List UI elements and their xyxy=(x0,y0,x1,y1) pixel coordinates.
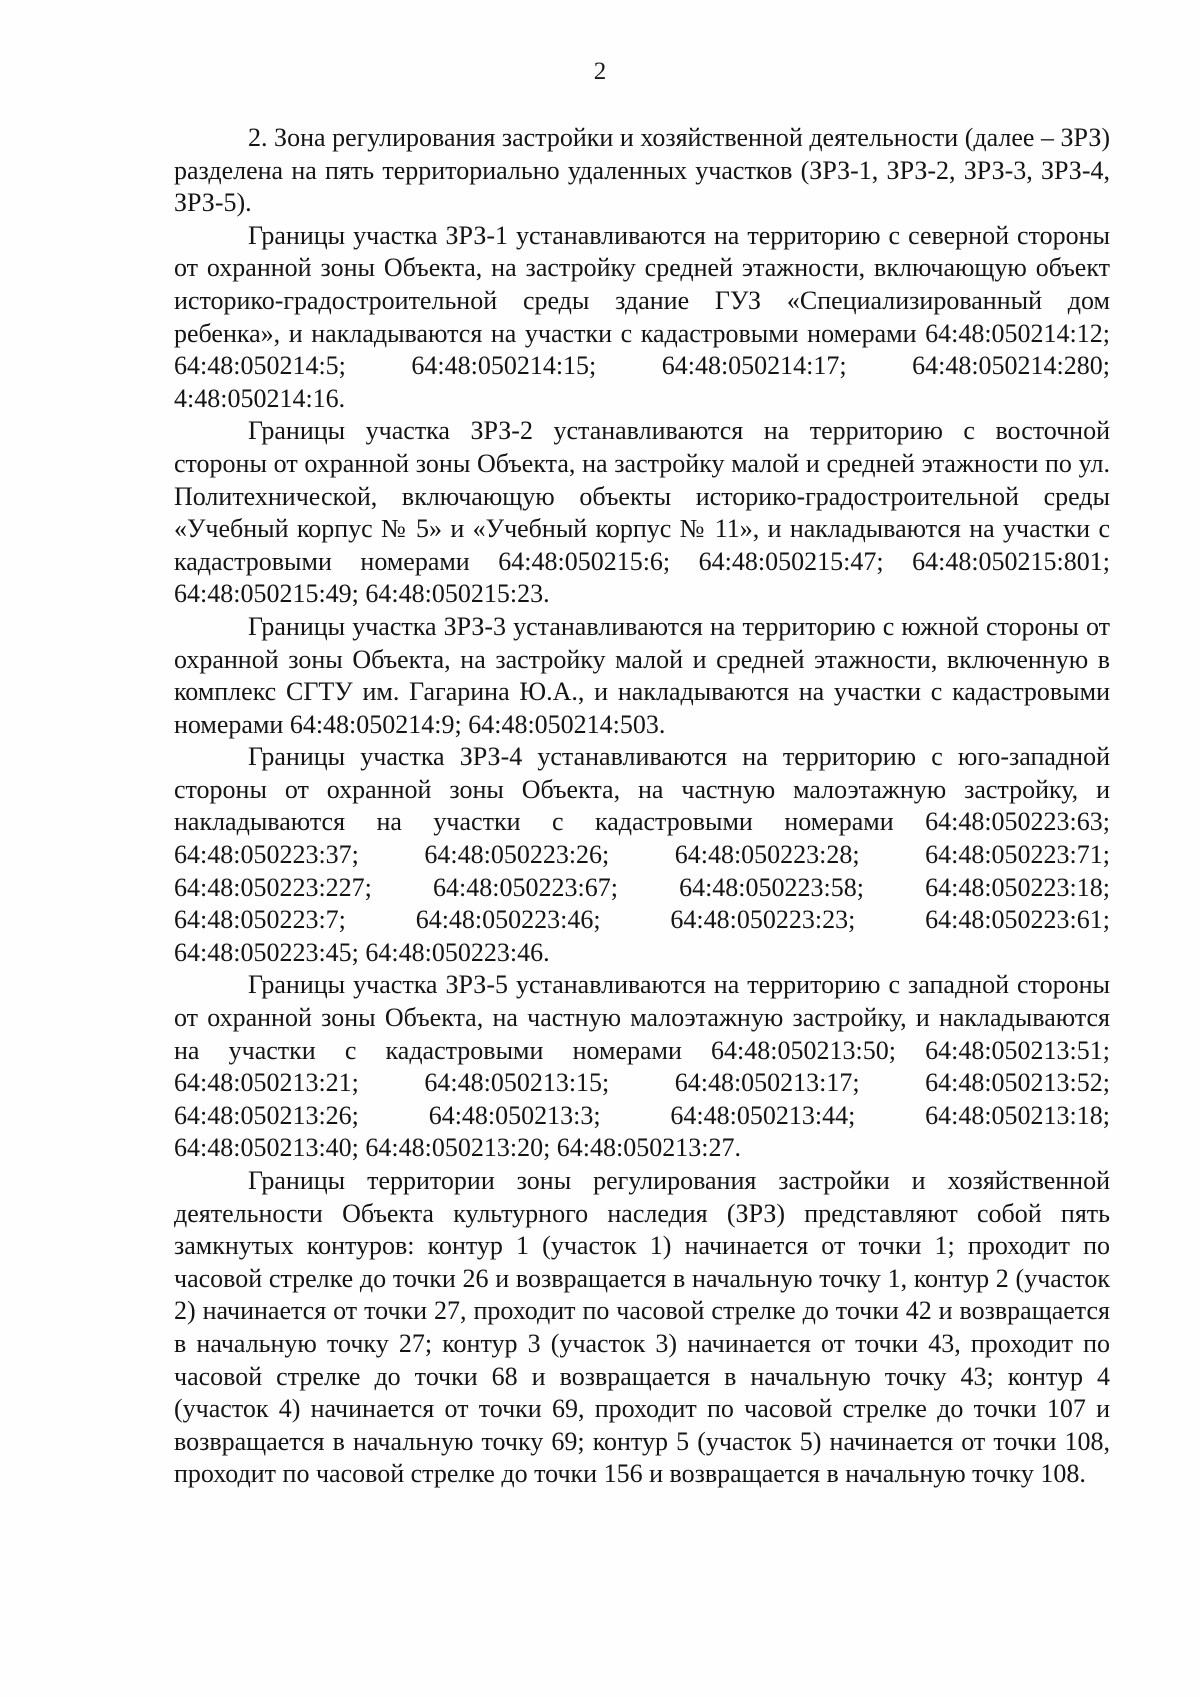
paragraph-zrz-2: Границы участка ЗРЗ-2 устанавливаются на территорию с восточной стороны от охранной зоны Объекта, на застройку малой и средней этажности по ул. Политехнической, включающую объекты историко-градостроительной среды «Учебный корпус № 5» и «Учебный корпус № 11», и накладываются на участки с кадастровыми номерами 64:48:050215:6; 64:48:050215:47; 64:48:050215:801; 64:48:050215:49; 64:48:050215:23. xyxy=(174,416,1110,609)
paragraph-zrz-4: Границы участка ЗРЗ-4 устанавливаются на территорию с юго-западной стороны от охранной зоны Объекта, на частную малоэтажную застройку, и накладываются на участки с кадастровыми номерами 64:48:050223:63; 64:48:050223:37; 64:48:050223:26; 64:48:050223:28; 64:48:050223:71; 64:48:050223:227; 64:48:050223:67; 64:48:050223:58; 64:48:050223:18; 64:48:050223:7; 64:48:050223:46; 64:48:050223:23; 64:48:050223:61; 64:48:050223:45; 64:48:050223:46. xyxy=(174,742,1110,967)
paragraph-zrz-contours: Границы территории зоны регулирования застройки и хозяйственной деятельности Объекта культурного наследия (ЗРЗ) представляют собой пять замкнутых контуров: контур 1 (участок 1) начинается от точки 1; проходит по часовой стрелке до точки 26 и возвращается в начальную точку 1, контур 2 (участок 2) начинается от точки 27, проходит по часовой стрелке до точки 42 и возвращается в начальную точку 27; контур 3 (участок 3) начинается от точки 43, проходит по часовой стрелке до точки 68 и возвращается в начальную точку 43; контур 4 (участок 4) начинается от точки 69, проходит по часовой стрелке до точки 107 и возвращается в начальную точку 69; контур 5 (участок 5) начинается от точки 108, проходит по часовой стрелке до точки 156 и возвращается в начальную точку 108. xyxy=(174,1166,1110,1489)
page-number: 2 xyxy=(593,58,607,85)
paragraph-zrz-1: Границы участка ЗРЗ-1 устанавливаются на территорию с северной стороны от охранной зоны Объекта, на застройку средней этажности, включающую объект историко-градостроительной среды здание ГУЗ «Специализированный дом ребенка», и накладываются на участки с кадастровыми номерами 64:48:050214:12; 64:48:050214:5; 64:48:050214:15; 64:48:050214:17; 64:48:050214:280; 4:48:050214:16. xyxy=(174,220,1110,413)
document-body xyxy=(174,122,1110,1491)
paragraph-zrz-3: Границы участка ЗРЗ-3 устанавливаются на территорию с южной стороны от охранной зоны Объекта, на застройку малой и средней этажности, включенную в комплекс СГТУ им. Гагарина Ю.А., и накладываются на участки с кадастровыми номерами 64:48:050214:9; 64:48:050214:503. xyxy=(174,611,1110,739)
paragraph-zrz-5: Границы участка ЗРЗ-5 устанавливаются на территорию с западной стороны от охранной зоны Объекта, на частную малоэтажную застройку, и накладываются на участки с кадастровыми номерами 64:48:050213:50; 64:48:050213:51; 64:48:050213:21; 64:48:050213:15; 64:48:050213:17; 64:48:050213:52; 64:48:050213:26; 64:48:050213:3; 64:48:050213:44; 64:48:050213:18; 64:48:050213:40; 64:48:050213:20; 64:48:050213:27. xyxy=(174,970,1110,1163)
paragraph-zrz-intro: 2. Зона регулирования застройки и хозяйственной деятельности (далее – ЗРЗ) разделена на пять территориально удаленных участков (ЗРЗ-1, ЗРЗ-2, ЗРЗ-3, ЗРЗ-4, ЗРЗ-5). xyxy=(174,123,1110,218)
